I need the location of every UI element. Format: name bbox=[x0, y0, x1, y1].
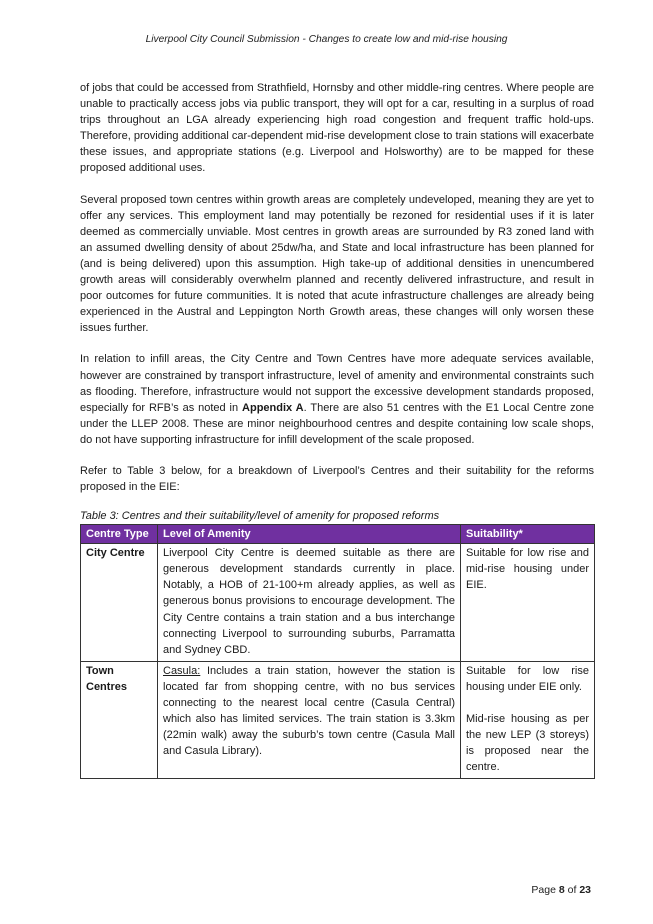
suitability-mid-rise: Mid-rise housing as per the new LEP (3 storeys) is proposed near the centre. bbox=[466, 713, 589, 774]
cell-amenity: Liverpool City Centre is deemed suitable as there are generous development standards currently in place. Notably, a HOB of 21-100+m already applies, as well as generous bonus provisions to encourage development. The City Centre contains a train station and a bus interchange connecting Liverpool to surrounding suburbs, Parramatta and Sydney CBD. bbox=[158, 544, 461, 662]
page-prefix: Page bbox=[531, 884, 559, 896]
page-header: Liverpool City Council Submission - Changes to create low and mid-rise housing bbox=[145, 34, 508, 45]
page-number bbox=[531, 884, 591, 896]
current-page: 8 bbox=[558, 884, 565, 896]
cell-centre-type: Town Centres bbox=[81, 661, 158, 779]
appendix-a-reference: Appendix A bbox=[242, 401, 304, 414]
cell-suitability bbox=[461, 661, 595, 779]
cell-suitability: Suitable for low rise and mid-rise housing under EIE. bbox=[461, 544, 595, 662]
header-suitability: Suitability* bbox=[461, 525, 595, 544]
paragraph-growth-areas: Several proposed town centres within growth areas are completely undeveloped, meaning they are yet to offer any services. This employment land may potentially be rezoned for residential uses if it is later deemed as commercially unviable. Most centres in growth areas are surrounded by R3 zoned land with an assumed dwelling density of about 25dw/ha, and State and local infrastructure has been planned for (and is being delivered) upon this assumption. High take-up of additional densities in unencumbered growth areas will considerably overwhelm planned and recently delivered infrastructure, and result in poor outcomes for future communities. It is noted that acute infrastructure challenges are already being experienced in the Austral and Leppington North Growth areas, these changes will only worsen these issues further. bbox=[80, 193, 594, 335]
page-of: of bbox=[564, 884, 580, 896]
page-body bbox=[80, 80, 594, 779]
suitability-low-rise: Suitable for low rise housing under EIE only. bbox=[466, 664, 589, 693]
table-row bbox=[81, 544, 595, 662]
paragraph-transport-jobs: of jobs that could be accessed from Strathfield, Hornsby and other middle-ring centres. Where people are unable to practically access jobs via public transport, they will opt for a car, resulting in a surplus of road trips throughout an LGA already experiencing high road congestion and frequent traffic hold-ups. Therefore, providing additional car-dependent mid-rise development close to train stations will exacerbate these issues, and appropriate stations (e.g. Liverpool and Holsworthy) are to be mapped for these proposed additional uses. bbox=[80, 82, 594, 175]
centres-table bbox=[80, 524, 595, 779]
header-level-of-amenity: Level of Amenity bbox=[158, 525, 461, 544]
place-name-casula: Casula: bbox=[163, 664, 201, 677]
infill-text-after: . There are also 51 centres with the E1 Local Centre zone under the LLEP 2008. These are minor neighbourhood centres and despite containing low scale shops, do not have supporting infrastructure for infill development of the scale proposed. bbox=[80, 401, 594, 446]
cell-amenity bbox=[158, 661, 461, 779]
table-header-row bbox=[81, 525, 595, 544]
paragraph-table-reference: Refer to Table 3 below, for a breakdown of Liverpool’s Centres and their suitability for the reforms proposed in the EIE: bbox=[80, 464, 594, 494]
cell-centre-type: City Centre bbox=[81, 544, 158, 662]
total-pages: 23 bbox=[579, 884, 591, 896]
infill-text-before: In relation to infill areas, the City Centre and Town Centres have more adequate services available, however are constrained by transport infrastructure, level of amenity and environmental constraints such as flooding. Therefore, infrastructure would not support the excessive development standards proposed, especially for RFB’s as noted in bbox=[80, 353, 594, 414]
table-row bbox=[81, 661, 595, 779]
table-caption: Table 3: Centres and their suitability/level of amenity for proposed reforms bbox=[80, 510, 440, 523]
paragraph-infill-areas bbox=[80, 351, 594, 448]
header-centre-type: Centre Type bbox=[81, 525, 158, 544]
amenity-description: Includes a train station, however the station is located far from shopping centre, with no bus services connecting to the nearest local centre (Casula Central) which also has limited services. The train station is 3.3km (22min walk) away the suburb’s town centre (Casula Mall and Casula Library). bbox=[163, 664, 455, 758]
